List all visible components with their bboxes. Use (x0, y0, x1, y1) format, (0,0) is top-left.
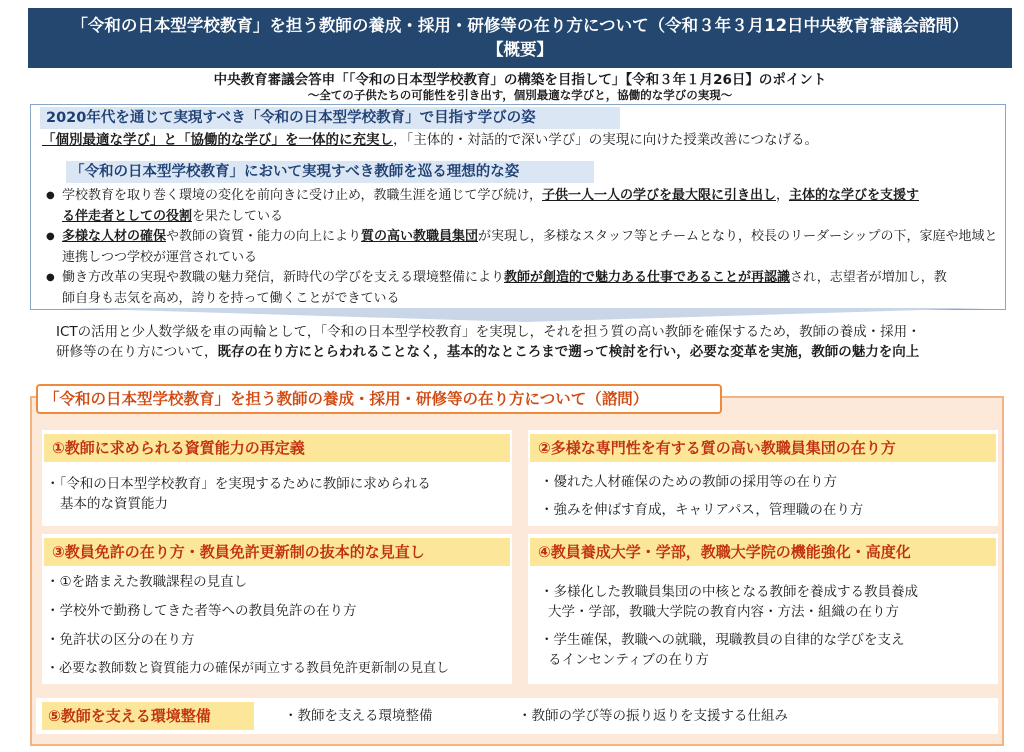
bullet-text-bold: 主体的な学びを支援す (789, 188, 920, 203)
summary-subheading: ～全ての子供たちの可能性を引き出す，個別最適な学びと，協働的な学びの実現～ (307, 88, 733, 102)
card-item-line: ・学校外で勤務してきた者等への教員免許の在り方 (46, 603, 357, 619)
down-arrow-icon (0, 308, 1024, 322)
bullet-dot-icon: ● (46, 190, 55, 201)
section-learning-text-rest: ，「主体的・対話的で深い学び」の実現に向けた授業改善につなげる。 (393, 132, 818, 148)
bullet-text: 連携しつつ学校が運営されている (62, 249, 258, 265)
bullet-text: され，志望者が増加し，教 (790, 270, 947, 285)
list-item (42, 186, 1004, 227)
card-item-line: ・必要な教師数と資質能力の確保が両立する教員免許更新制の見直し (46, 661, 450, 676)
card-university-items (540, 582, 918, 670)
card-item-line: 基本的な資質能力 (60, 496, 168, 512)
bullet-text: 師自身も志気を高め，誇りを持って働くことができている (62, 290, 400, 306)
bullet-text-bold: 子供一人一人の学びを最大限に引き出し (541, 188, 776, 203)
bullet-text-bold: る伴走者としての役割 (62, 208, 193, 224)
inquiry-title: 「令和の日本型学校教育」を担う教師の養成・採用・研修等の在り方について（諮問） (36, 384, 722, 414)
summary-heading: 中央教育審議会答申「「令和の日本型学校教育」の構築を目指して」【令和３年１月26日】のポイント (213, 72, 827, 88)
card-license-head: ③教員免許の在り方・教員免許更新制の抜本的な見直し (44, 538, 510, 566)
bullet-text: ， (775, 188, 789, 203)
card-item-line: ・免許状の区分の在り方 (46, 632, 195, 648)
card-item-line: ・優れた人材確保のための教師の採用等の在り方 (540, 474, 837, 490)
bullet-dot-icon: ● (46, 272, 55, 283)
bullet-text: 働き方改革の実現や教職の魅力発信，新時代の学びを支える環境整備により (62, 270, 505, 285)
card-item-line: ・強みを伸ばす育成，キャリアパス，管理職の在り方 (540, 502, 864, 518)
section-learning-text (42, 131, 818, 149)
bullet-text-bold: 多様な人材の確保 (62, 229, 167, 244)
card-environment-item2: ・教師の学び等の振り返りを支援する仕組み (518, 708, 788, 724)
card-environment-item1: ・教師を支える環境整備 (284, 708, 433, 724)
card-competency-item (46, 474, 431, 514)
card-license-items (46, 572, 449, 679)
list-item (42, 268, 1004, 309)
card-item-line: ・学生確保，教職への就職，現職教員の自律的な学びを支え (540, 632, 905, 648)
section-ideal-teacher-label: 「令和の日本型学校教育」において実現すべき教師を巡る理想的な姿 (66, 161, 594, 183)
bullet-text: 学校教育を取り巻く環境の変化を前向きに受け止め，教職生涯を通じて学び続け， (62, 188, 542, 203)
card-item-line: ・①を踏まえた教職課程の見直し (46, 574, 248, 590)
bullet-text-bold: 質の高い教職員集団 (361, 229, 479, 244)
ideal-teacher-list (42, 186, 1004, 309)
ict-statement-bold: 既存の在り方にとらわれることなく，基本的なところまで遡って検討を行い，必要な変革を実施，教師の魅力を向上 (217, 344, 920, 360)
card-item-line: 大学・学部，教職大学院の教育内容・方法・組織の在り方 (548, 604, 899, 620)
card-item-line: ・多様化した教職員集団の中核となる教師を養成する教員養成 (540, 584, 918, 600)
card-item-line: ・「令和の日本型学校教育」を実現するために教師に求められる (46, 476, 431, 492)
ict-statement-line1: ICTの活用と少人数学級を車の両輪として，「令和の日本型学校教育」を実現し，それを担う質の高い教師を確保するため，教師の養成・採用・ (56, 324, 921, 340)
card-item-line: るインセンティブの在り方 (548, 652, 709, 668)
list-item (42, 227, 1004, 268)
ict-statement-plain: 研修等の在り方について， (56, 344, 218, 360)
bullet-text: を果たしている (192, 208, 284, 224)
card-competency-head: ①教師に求められる資質能力の再定義 (44, 434, 510, 462)
card-staff-group-items (540, 472, 863, 520)
card-university-head: ④教員養成大学・学部，教職大学院の機能強化・高度化 (530, 538, 996, 566)
document-title-banner (28, 8, 1012, 68)
ict-statement-line2 (56, 342, 996, 362)
bullet-text: が実現し，多様なスタッフ等とチームとなり，校長のリーダーシップの下，家庭や地域と (478, 229, 998, 244)
bullet-text-bold: 教師が創造的で魅力ある仕事であることが再認識 (504, 270, 791, 285)
card-staff-group-head: ②多様な専門性を有する質の高い教職員集団の在り方 (530, 434, 996, 462)
document-title: 「令和の日本型学校教育」を担う教師の養成・採用・研修等の在り方について（令和３年３月12日中央教育審議会諮問） (71, 16, 969, 35)
ict-statement (56, 322, 996, 362)
bullet-dot-icon: ● (46, 231, 55, 242)
card-environment-head: ⑤教師を支える環境整備 (42, 702, 254, 730)
bullet-text: や教師の資質・能力の向上により (166, 229, 362, 244)
section-learning-label: 2020年代を通じて実現すべき「令和の日本型学校教育」で目指す学びの姿 (40, 107, 620, 129)
section-learning-text-bold: 「個別最適な学び」と「協働的な学び」を一体的に充実し (42, 132, 393, 148)
document-title-summary-tag: 【概要】 (487, 40, 553, 59)
